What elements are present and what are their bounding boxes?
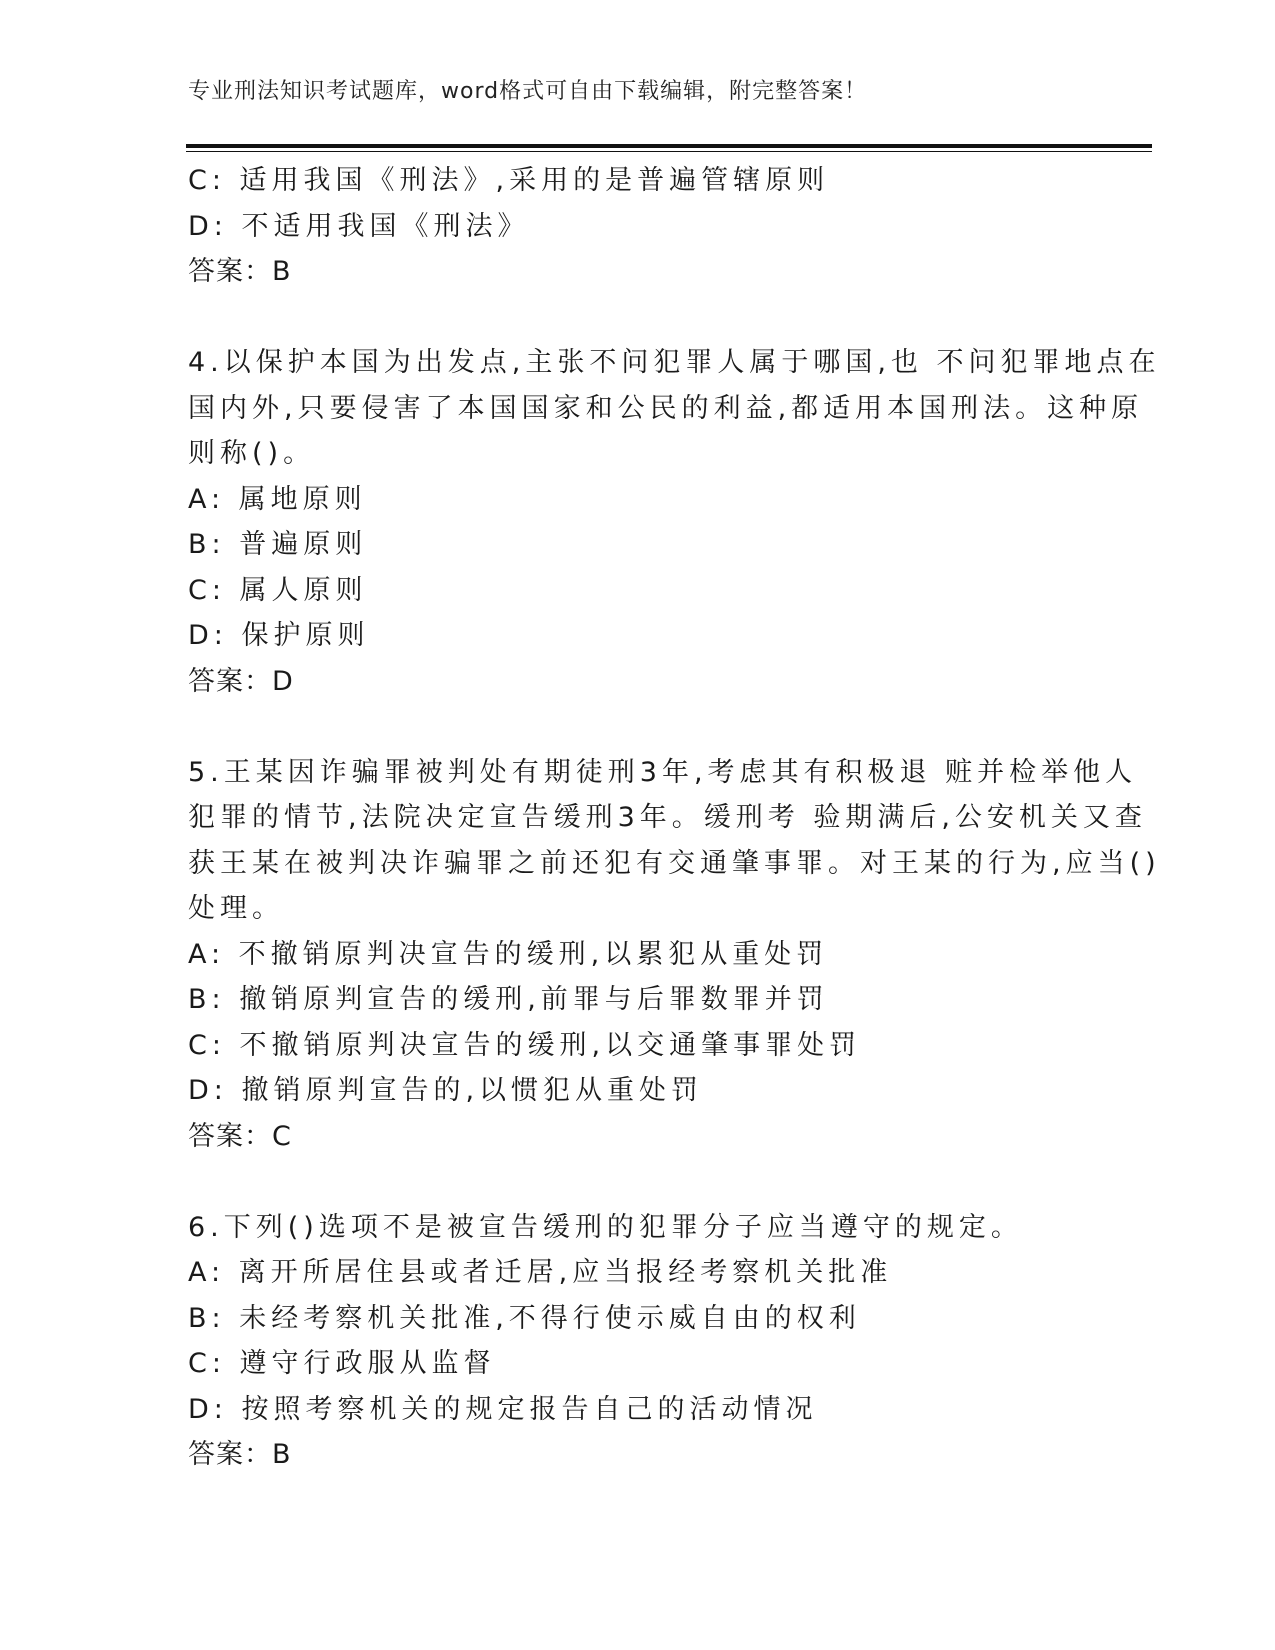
question-block	[188, 750, 1161, 1160]
option-line: B: 撤销原判宣告的缓刑,前罪与后罪数罪并罚	[188, 984, 829, 1015]
option-line: A: 离开所居住县或者迁居,应当报经考察机关批准	[188, 1257, 893, 1288]
question-text-line: 犯罪的情节,法院决定宣告缓刑3年。缓刑考 验期满后,公安机关又查	[188, 802, 1147, 833]
option-line: B: 普遍原则	[188, 529, 368, 560]
header-rule-thick	[186, 144, 1152, 148]
answer-line: 答案：D	[188, 665, 294, 697]
question-text-line: 获王某在被判决诈骗罪之前还犯有交通肇事罪。对王某的行为,应当()	[188, 847, 1161, 879]
option-line: D: 保护原则	[188, 620, 370, 651]
question-content	[188, 158, 1161, 1478]
question-text-line: 国内外,只要侵害了本国国家和公民的利益,都适用本国刑法。这种原	[188, 392, 1144, 424]
option-line: D: 撤销原判宣告的,以惯犯从重处罚	[188, 1075, 704, 1106]
answer-line: 答案：B	[188, 1439, 292, 1470]
option-line: C: 适用我国《刑法》,采用的是普遍管辖原则	[188, 165, 830, 196]
question-block	[188, 158, 1088, 295]
question-text-line: 4.以保护本国为出发点,主张不问犯罪人属于哪国,也 不问犯罪地点在	[188, 347, 1161, 378]
spacer	[188, 1159, 1088, 1205]
question-block	[188, 340, 1161, 704]
option-line: B: 未经考察机关批准,不得行使示威自由的权利	[188, 1302, 861, 1334]
question-text-line: 5.王某因诈骗罪被判处有期徒刑3年,考虑其有积极退 赃并检举他人	[188, 756, 1138, 788]
spacer	[188, 704, 1088, 750]
option-line: C: 属人原则	[188, 574, 368, 606]
option-line: D: 按照考察机关的规定报告自己的活动情况	[188, 1393, 818, 1425]
question-text-line: 6.下列()选项不是被宣告缓刑的犯罪分子应当遵守的规定。	[188, 1211, 1023, 1243]
option-line: D: 不适用我国《刑法》	[188, 210, 530, 242]
option-line: A: 属地原则	[188, 483, 367, 515]
page-header: 专业刑法知识考试题库，word格式可自由下载编辑，附完整答案！	[188, 79, 868, 104]
question-text-line: 则称()。	[188, 438, 316, 469]
header-rule-thin	[186, 151, 1152, 152]
spacer	[188, 295, 1088, 341]
answer-line: 答案：C	[188, 1120, 292, 1152]
option-line: C: 不撤销原判决宣告的缓刑,以交通肇事罪处罚	[188, 1029, 862, 1061]
option-line: A: 不撤销原判决宣告的缓刑,以累犯从重处罚	[188, 938, 829, 970]
option-line: C: 遵守行政服从监督	[188, 1348, 496, 1379]
answer-line: 答案：B	[188, 256, 292, 287]
question-block	[188, 1205, 1088, 1478]
question-text-line: 处理。	[188, 893, 284, 924]
